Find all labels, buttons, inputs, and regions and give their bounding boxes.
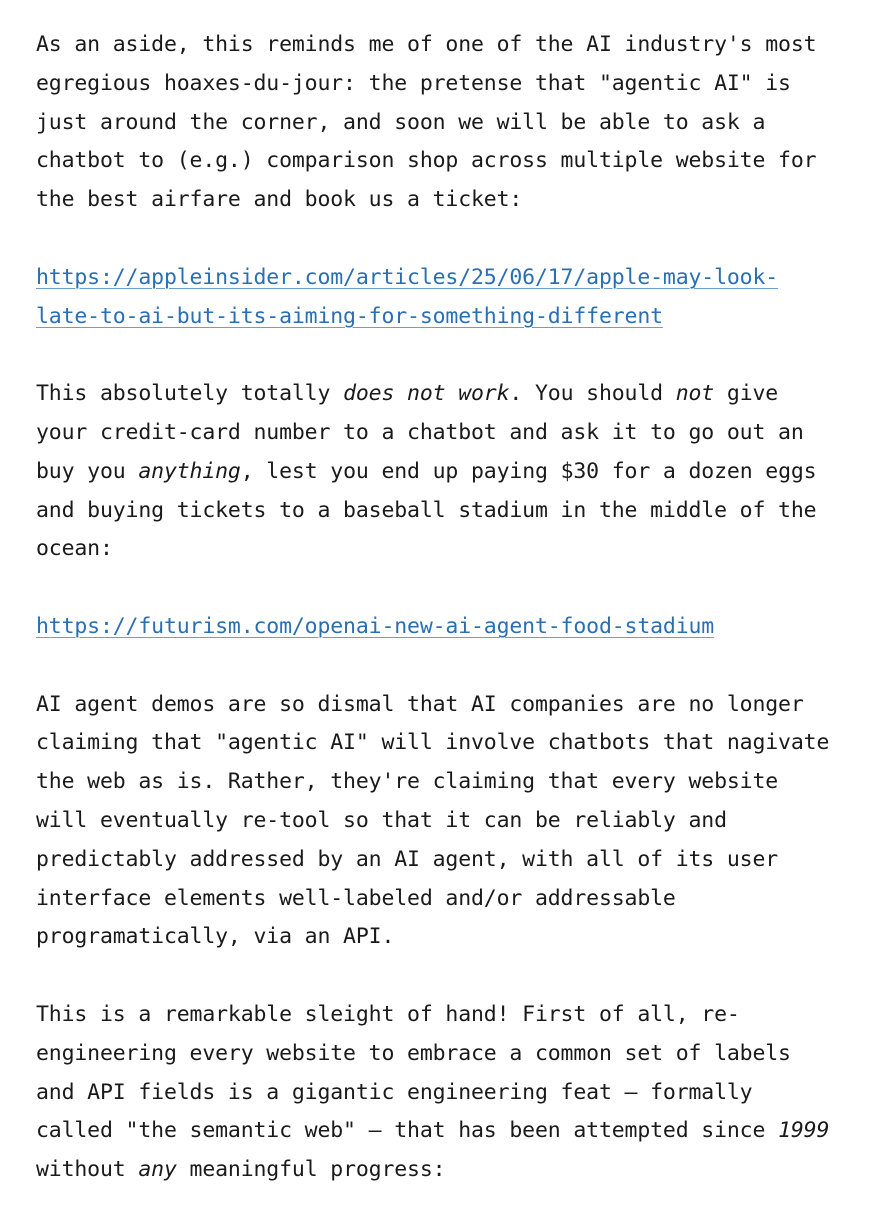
text-segment: This absolutely totally — [36, 381, 344, 407]
paragraph-futurism-link — [36, 608, 876, 647]
appleinsider-link-line-1[interactable]: https://appleinsider.com/articles/25/06/17/apple-may-look- — [36, 264, 779, 290]
text-line — [36, 1151, 876, 1190]
text-line — [36, 375, 876, 414]
paragraph-agent-demos — [36, 686, 876, 958]
emphasis-any: any — [138, 1157, 177, 1183]
text-line: just around the corner, and soon we will be able to ask a — [36, 109, 766, 135]
paragraph-sleight-of-hand — [36, 996, 876, 1190]
text-line: predictably addressed by an AI agent, with all of its user — [36, 846, 779, 872]
emphasis-anything: anything — [138, 458, 241, 484]
emphasis-does-not-work: does not work — [343, 381, 510, 407]
emphasis-not: not — [675, 381, 715, 407]
text-segment: , lest you end up paying $30 for a dozen eggs — [240, 458, 817, 484]
text-line: will eventually re-tool so that it can be reliably and — [36, 807, 727, 833]
paragraph-agentic-hoax — [36, 26, 876, 220]
text-line: As an aside, this reminds me of one of the AI industry's most — [36, 32, 817, 57]
text-segment: called "the semantic web" – that has been attempted since — [36, 1118, 779, 1144]
text-line: This is a remarkable sleight of hand! First of all, re- — [36, 1001, 740, 1027]
text-line: AI agent demos are so dismal that AI companies are no longer — [36, 691, 804, 717]
text-segment: . You should — [509, 381, 676, 407]
text-line: chatbot to (e.g.) comparison shop across multiple website for — [36, 148, 817, 174]
text-segment: give — [714, 381, 779, 407]
text-line: and API fields is a gigantic engineering feat – formally — [36, 1079, 753, 1105]
text-line: egregious hoaxes-du-jour: the pretense that "agentic AI" is — [36, 70, 791, 96]
text-line — [36, 1112, 876, 1151]
paragraph-does-not-work — [36, 375, 876, 569]
appleinsider-link-line-2[interactable]: late-to-ai-but-its-aiming-for-something-different — [36, 303, 663, 329]
text-line: claiming that "agentic AI" will involve chatbots that nagivate — [36, 730, 830, 756]
text-line: the best airfare and book us a ticket: — [36, 187, 523, 213]
text-line: your credit-card number to a chatbot and ask it to go out an — [36, 419, 804, 445]
text-segment: meaningful progress: — [176, 1157, 446, 1183]
text-line: and buying tickets to a baseball stadium in the middle of the — [36, 497, 817, 523]
futurism-link[interactable]: https://futurism.com/openai-new-ai-agent-food-stadium — [36, 613, 715, 639]
paragraph-appleinsider-link — [36, 259, 876, 337]
text-line: programatically, via an API. — [36, 924, 395, 950]
text-line: the web as is. Rather, they're claiming that every website — [36, 769, 779, 795]
article-body — [36, 26, 876, 1229]
text-segment: without — [36, 1157, 139, 1183]
text-line — [36, 453, 876, 492]
text-line: engineering every website to embrace a common set of labels — [36, 1040, 791, 1066]
text-segment: buy you — [36, 458, 139, 484]
emphasis-1999: 1999 — [778, 1118, 830, 1144]
text-line: ocean: — [36, 536, 113, 562]
text-line: interface elements well-labeled and/or addressable — [36, 885, 676, 911]
